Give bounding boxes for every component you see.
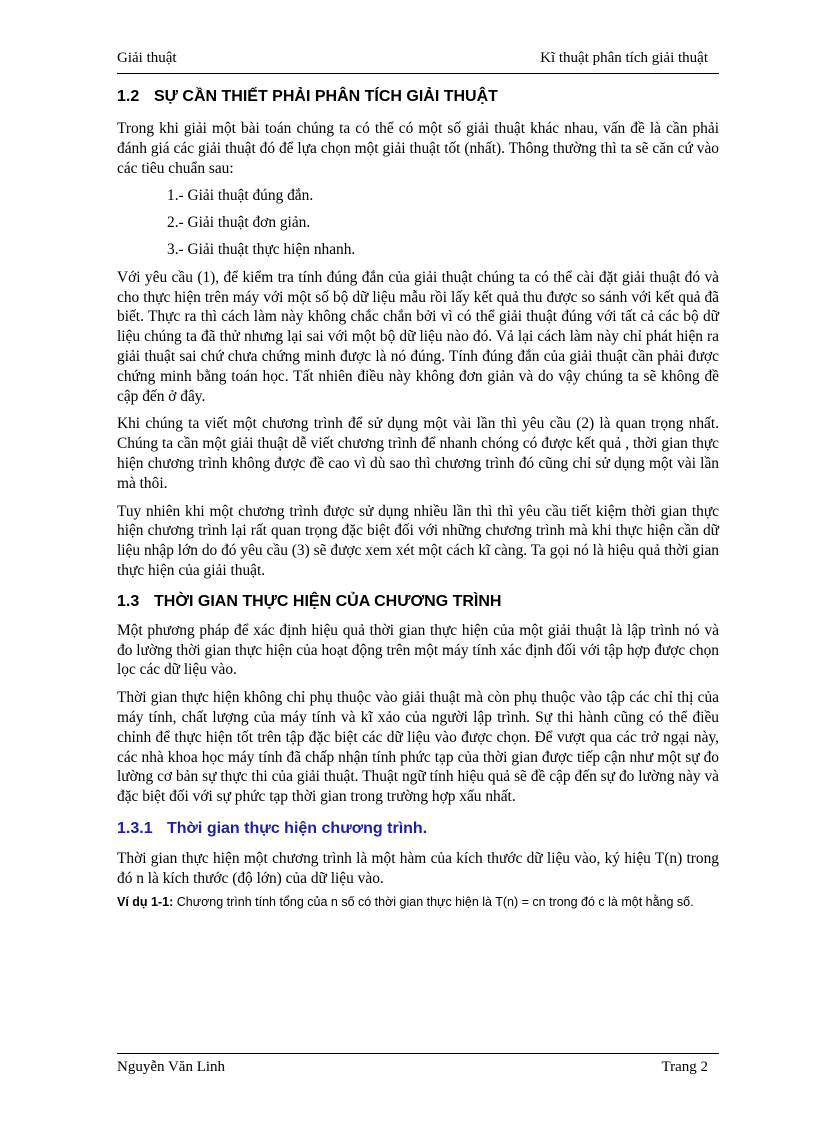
paragraph: Với yêu cầu (1), để kiểm tra tính đúng đắn của giải thuật chúng ta có thể cài đặt giải thuật đó và cho thực hiện trên máy với một số bộ dữ liệu mẫu rồi lấy kết quả thu được so sánh với kết quả đã biết. Thực ra thì cách làm này không chắc chắn bởi vì có thể giải thuật đúng với tất cả các bộ dữ liệu chúng ta đã thử nhưng lại sai với một bộ dữ liệu nào đó. Vả lại cách làm này chỉ phát hiện ra giải thuật sai chứ chưa chứng minh được là nó đúng. Tính đúng đắn của giải thuật cần phải được chứng minh bằng toán học. Tất nhiên điều này không đơn giản và do vậy chúng ta sẽ không đề cập đến ở đây. [117,268,719,405]
criteria-list [117,186,719,259]
subsection-number: 1.3.1 [117,819,153,837]
example-label: Ví dụ 1-1: [117,894,174,909]
subsection-title: Thời gian thực hiện chương trình. [167,819,428,837]
section-title: THỜI GIAN THỰC HIỆN CỦA CHƯƠNG TRÌNH [154,592,502,610]
footer-rule [117,1053,719,1054]
header-right: Kĩ thuật phân tích giải thuật [540,50,708,66]
footer-page-number: Trang 2 [661,1059,708,1075]
section-title: SỰ CẦN THIẾT PHẢI PHÂN TÍCH GIẢI THUẬT [154,88,498,105]
example-text: Chương trình tính tổng của n số có thời gian thực hiện là T(n) = cn trong đó c là một hằng số. [173,894,694,909]
paragraph: Tuy nhiên khi một chương trình được sử dụng nhiều lần thì thì yêu cầu tiết kiệm thời gian thực hiện chương trình lại rất quan trọng đặc biệt đối với những chương trình mà khi thực hiện cần dữ liệu nhập lớn do đó yêu cầu (3) sẽ được xem xét một cách kĩ càng. Ta gọi nó là hiệu quả thời gian thực hiện của giải thuật. [117,502,719,579]
section-1-3-1-heading [117,819,719,839]
header-rule [117,73,719,74]
list-item: 3.- Giải thuật thực hiện nhanh. [167,240,356,258]
paragraph: Khi chúng ta viết một chương trình để sử dụng một vài lần thì yêu cầu (2) là quan trọng nhất. Chúng ta cần một giải thuật dễ viết chương trình để nhanh chóng có được kết quả , thời gian thực hiện chương trình không được đề cao vì dù sao thì chương trình đó cũng chỉ sử dụng một vài lần mà thôi. [117,415,719,492]
footer-author: Nguyễn Văn Linh [117,1059,226,1075]
paragraph: Trong khi giải một bài toán chúng ta có thể có một số giải thuật khác nhau, vấn đề là cần phải đánh giá các giải thuật đó để lựa chọn một giải thuật tốt (nhất). Thông thường thì ta sẽ căn cứ vào các tiêu chuẩn sau: [117,120,719,177]
section-1-2-heading [117,87,719,107]
section-1-3-heading [117,592,719,612]
list-item: 1.- Giải thuật đúng đắn. [167,187,314,205]
page-content [117,87,719,911]
paragraph: Một phương pháp để xác định hiệu quả thời gian thực hiện của một giải thuật là lập trình nó và đo lường thời gian thực hiện của hoạt động trên một máy tính xác định đối với tập hợp được chọn lọc các dữ liệu vào. [117,621,719,679]
section-number: 1.2 [117,88,140,105]
header-left: Giải thuật [117,50,177,66]
example-paragraph [117,894,719,911]
section-number: 1.3 [117,592,140,610]
paragraph: Thời gian thực hiện không chỉ phụ thuộc vào giải thuật mà còn phụ thuộc vào tập các chỉ thị của máy tính, chất lượng của máy tính và kĩ xảo của người lập trình. Sự thi hành cũng có thể điều chỉnh để thực hiện tốt trên tập đặc biệt các dữ liệu vào được chọn. Để vượt qua các trở ngại này, các nhà khoa học máy tính đã chấp nhận tính phức tạp của thời gian được tiếp cận như một sự đo lường cơ bản sự thực thi của giải thuật. Thuật ngữ tính hiệu quả sẽ đề cập đến sự đo lường này và đặc biệt đối với sự phức tạp thời gian trong trường hợp xấu nhất. [117,689,719,806]
list-item: 2.- Giải thuật đơn giản. [167,214,311,232]
paragraph: Thời gian thực hiện một chương trình là một hàm của kích thước dữ liệu vào, ký hiệu T(n) trong đó n là kích thước (độ lớn) của dữ liệu vào. [117,849,719,887]
